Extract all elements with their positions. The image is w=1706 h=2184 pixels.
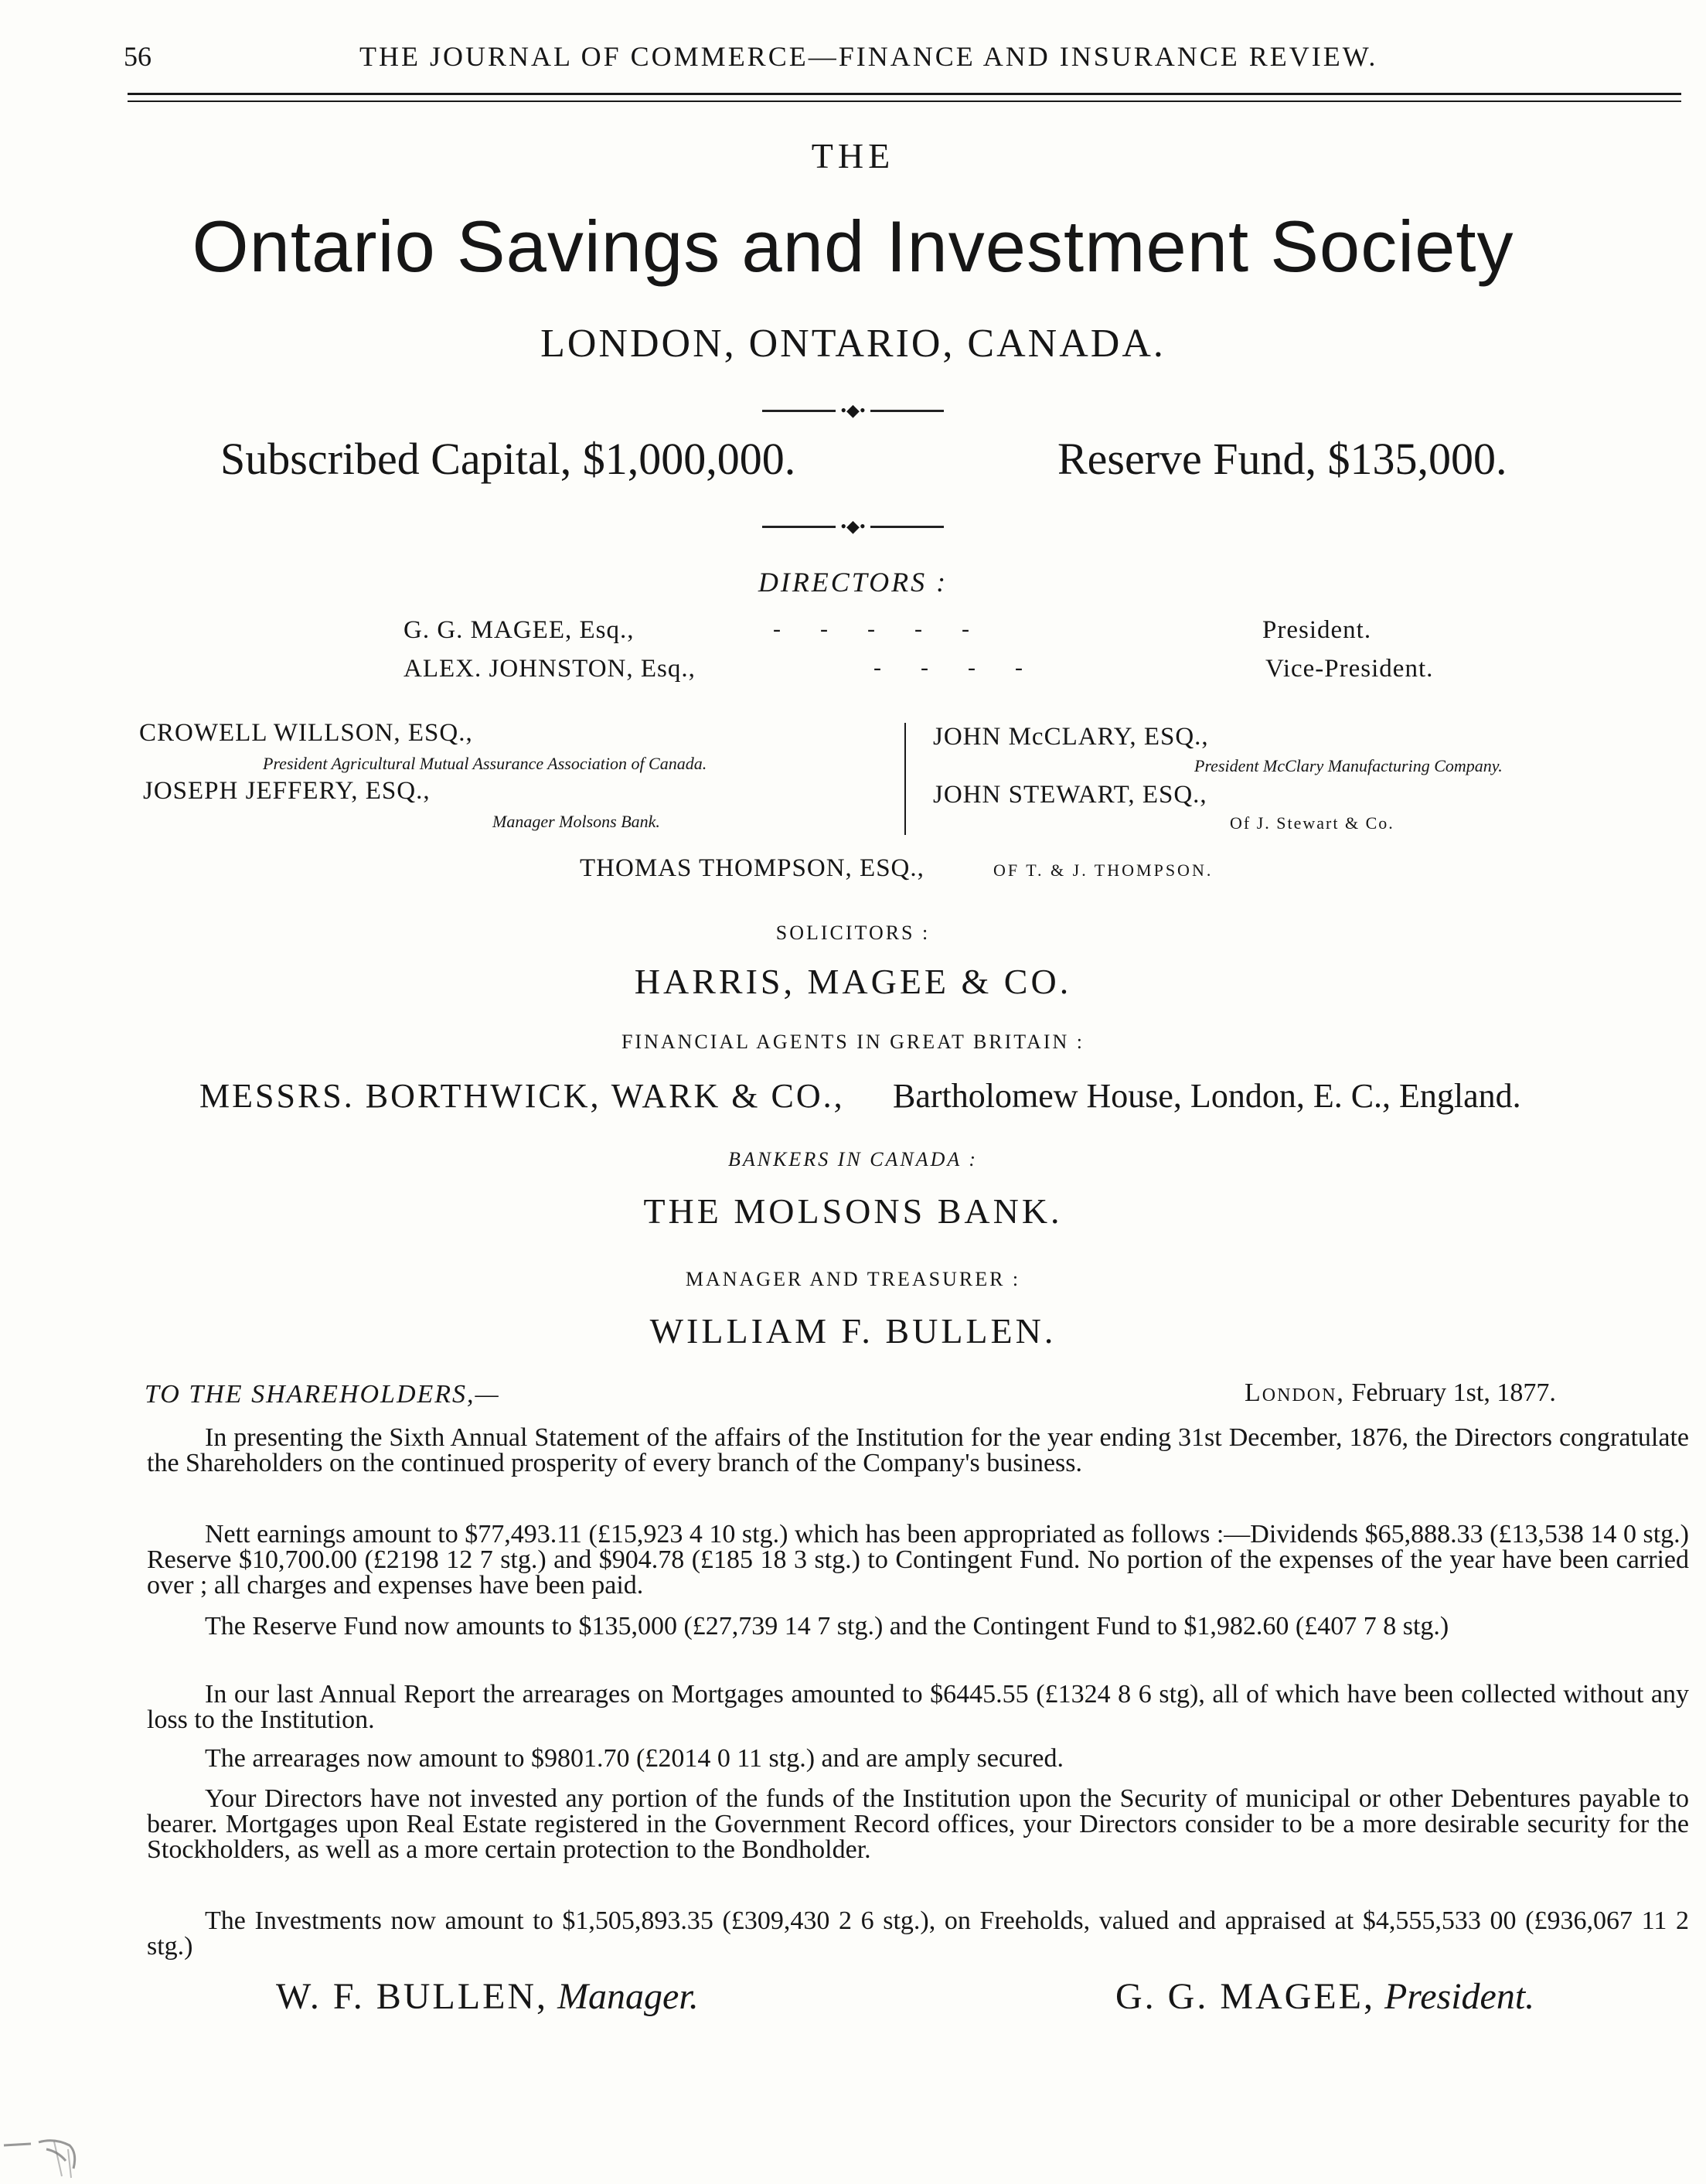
director-vice-president-title: Vice-President. [1265,655,1434,683]
director-name: JOHN STEWART, ESQ., [933,781,1207,809]
director-note: OF T. & J. THOMPSON. [993,860,1214,880]
letter-paragraph: Your Directors have not invested any portion of the funds of the Institution upon the Security of municipal or other Debentures payable to bearer. Mortgages upon Real Estate registered in the Government Record offices, your Directors consider to be a more desirable security for the Stockholders, as well as a more certain protection to the Bondholder. [147,1784,1689,1864]
signature-manager-title: Manager. [557,1976,699,2017]
director-president-title: President. [1262,616,1372,644]
letter-paragraph: Nett earnings amount to $77,493.11 (£15,923 4 10 stg.) which has been appropriated as follows :—Dividends $65,888.33 (£13,538 14 0 stg.) Reserve $10,700.00 (£2198 12 7 stg.) and $904.78 (£185 18 3 stg.) to Contingent Fund. No portion of the expenses of the year have been carried over ; all charges and expenses have been paid. [147,1520,1689,1600]
scan-smudge [0,2122,93,2184]
society-name: Ontario Savings and Investment Society [192,206,1514,287]
subscribed-capital: Subscribed Capital, $1,000,000. [220,434,796,484]
letter-paragraph: In our last Annual Report the arrearages on Mortgages amounted to $6445.55 (£1324 8 6 stg), all of which have been collected without any loss to the Institution. [147,1680,1689,1734]
director-name: CROWELL WILLSON, ESQ., [139,719,473,747]
director-note: Manager Molsons Bank. [492,812,660,831]
solicitors-heading: SOLICITORS : [775,922,931,944]
header-rule-bottom [128,101,1681,102]
director-note: President McClary Manufacturing Company. [1194,756,1503,775]
letter-paragraph: The Investments now amount to $1,505,893.35 (£309,430 2 6 stg.), on Freeholds, valued and appraised at $4,555,533 00 (£936,067 11 2 stg.) [147,1906,1689,1961]
letter-paragraph: The arrearages now amount to $9801.70 (£2014 0 11 stg.) and are amply secured. [205,1744,1064,1773]
director-note: President Agricultural Mutual Assurance Association of Canada. [263,754,707,773]
signature-president-name: G. G. MAGEE, [1115,1976,1375,2017]
society-location: LONDON, ONTARIO, CANADA. [540,322,1166,366]
manager-heading: MANAGER AND TREASURER : [685,1268,1021,1290]
financial-agents-name: MESSRS. BORTHWICK, WARK & CO., [199,1077,845,1115]
signature-manager-name: W. F. BULLEN, [276,1976,549,2017]
director-leader: - - - - - [773,616,979,642]
bankers-heading: BANKERS IN CANADA : [727,1148,978,1170]
letter-paragraph: In presenting the Sixth Annual Statement of the affairs of the Institution for the year ending 31st December, 1876, the Directors congratulate the Shareholders on the continued prosperity of every branch of the Company's business. [147,1423,1689,1477]
letter-place: London, [1245,1378,1345,1407]
manager-name: WILLIAM F. BULLEN. [649,1311,1057,1351]
director-note: Of J. Stewart & Co. [1230,813,1394,833]
reserve-fund: Reserve Fund, $135,000. [1057,434,1507,484]
director-leader: - - - - [873,655,1032,680]
financial-agents-address: Bartholomew House, London, E. C., England. [893,1077,1521,1115]
letter-paragraph: The Reserve Fund now amounts to $135,000 (£27,739 14 7 stg.) and the Contingent Fund to $1,982.60 (£407 7 8 stg.) [205,1612,1449,1641]
solicitors-name: HARRIS, MAGEE & CO. [634,962,1072,1001]
directors-heading: DIRECTORS : [758,567,948,598]
masthead-the: THE [811,136,895,175]
letter-dateline [1245,1378,1556,1408]
page-number: 56 [124,41,152,72]
director-vice-president-name: ALEX. JOHNSTON, Esq., [404,655,696,683]
signature-manager [276,1975,699,2018]
director-name: JOHN McCLARY, ESQ., [933,723,1209,751]
header-rule-top [128,93,1681,95]
signature-president [1115,1975,1534,2018]
director-name: THOMAS THOMPSON, ESQ., [580,854,925,882]
bankers-name: THE MOLSONS BANK. [643,1191,1063,1231]
journal-title: THE JOURNAL OF COMMERCE—FINANCE AND INSURANCE REVIEW. [359,41,1378,72]
signature-president-title: President. [1384,1976,1535,2017]
director-name: JOSEPH JEFFERY, ESQ., [143,777,431,805]
ornament-divider-2: •◆• [0,518,1706,535]
director-president-name: G. G. MAGEE, Esq., [404,616,635,644]
letter-date: February 1st, 1877. [1351,1378,1556,1407]
financial-agents-heading: FINANCIAL AGENTS IN GREAT BRITAIN : [621,1031,1085,1053]
ornament-divider: •◆• [0,402,1706,419]
column-divider [904,723,906,835]
letter-salutation: TO THE SHAREHOLDERS,— [145,1380,500,1409]
